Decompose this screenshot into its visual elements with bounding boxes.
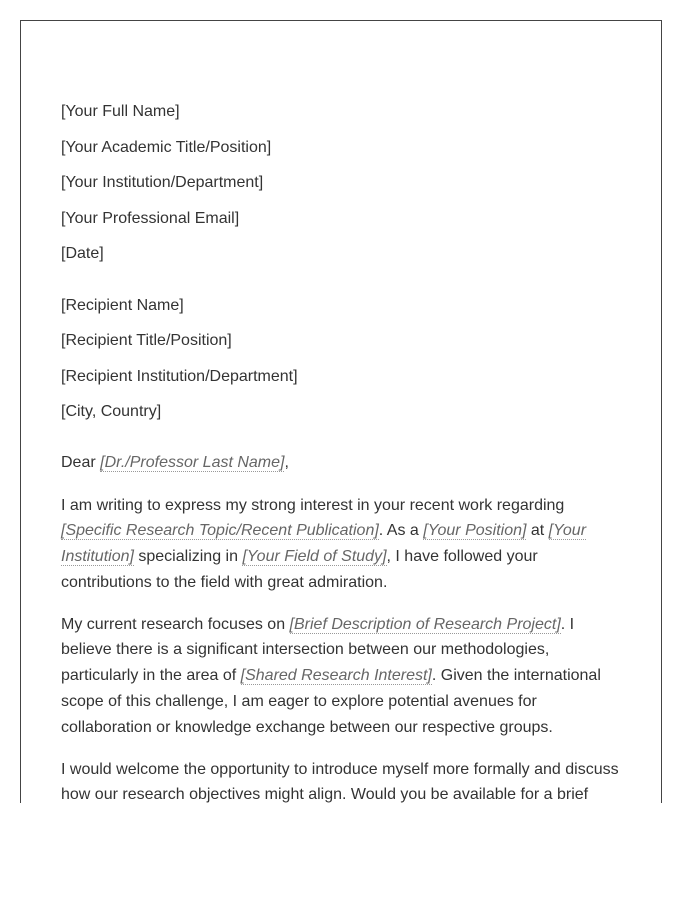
shared-interest-placeholder: [Shared Research Interest]: [240, 667, 432, 685]
paragraph-text: , I have followed your contributions to the field with great admiration.: [61, 548, 538, 591]
paragraph-text: I would welcome the opportunity to introduce myself more formally and discuss how our research objectives might align. Would you be available for a brief: [61, 760, 619, 803]
paragraph-text: at: [526, 522, 549, 540]
salutation: [61, 452, 626, 474]
research-project-placeholder: [Brief Description of Research Project]: [289, 615, 561, 633]
recipient-title: [Recipient Title/Position]: [61, 332, 232, 349]
sender-date: [Date]: [61, 245, 104, 262]
research-topic-placeholder: [Specific Research Topic/Recent Publication]: [61, 522, 379, 540]
position-placeholder: [Your Position]: [423, 522, 527, 540]
sender-block: [61, 101, 626, 279]
paragraph-text: . I believe there is a significant intersection between our methodologies, particularly in the area of: [61, 615, 575, 685]
paragraph-text: . Given the international scope of this challenge, I am eager to explore potential avenues for collaboration or knowledge exchange between our respective groups.: [61, 667, 601, 736]
paragraph-text: specializing in: [133, 548, 243, 566]
recipient-name: [Recipient Name]: [61, 296, 184, 314]
body-paragraph-1: [61, 493, 626, 596]
sender-email: [Your Professional Email]: [61, 209, 240, 227]
paragraph-text: I am writing to express my strong interest in your recent work regarding: [61, 496, 565, 514]
body-paragraph-2: [61, 612, 626, 741]
salutation-name-placeholder: [Dr./Professor Last Name]: [100, 453, 285, 471]
letter-content: [61, 101, 626, 803]
field-of-study-placeholder: [Your Field of Study]: [242, 548, 387, 566]
body-paragraph-3: [61, 757, 626, 803]
paragraph-text: . As a: [378, 522, 424, 540]
recipient-location: [City, Country]: [61, 403, 162, 420]
salutation-suffix: ,: [284, 453, 289, 471]
letter-page: [20, 20, 662, 803]
recipient-block: [61, 295, 626, 437]
salutation-prefix: Dear: [61, 453, 101, 471]
sender-title: [Your Academic Title/Position]: [61, 138, 272, 156]
sender-name: [Your Full Name]: [61, 103, 180, 120]
institution-placeholder: [Your Institution]: [61, 522, 587, 566]
sender-institution: [Your Institution/Department]: [61, 174, 264, 191]
paragraph-text: My current research focuses on: [61, 615, 290, 633]
recipient-institution: [Recipient Institution/Department]: [61, 367, 298, 385]
